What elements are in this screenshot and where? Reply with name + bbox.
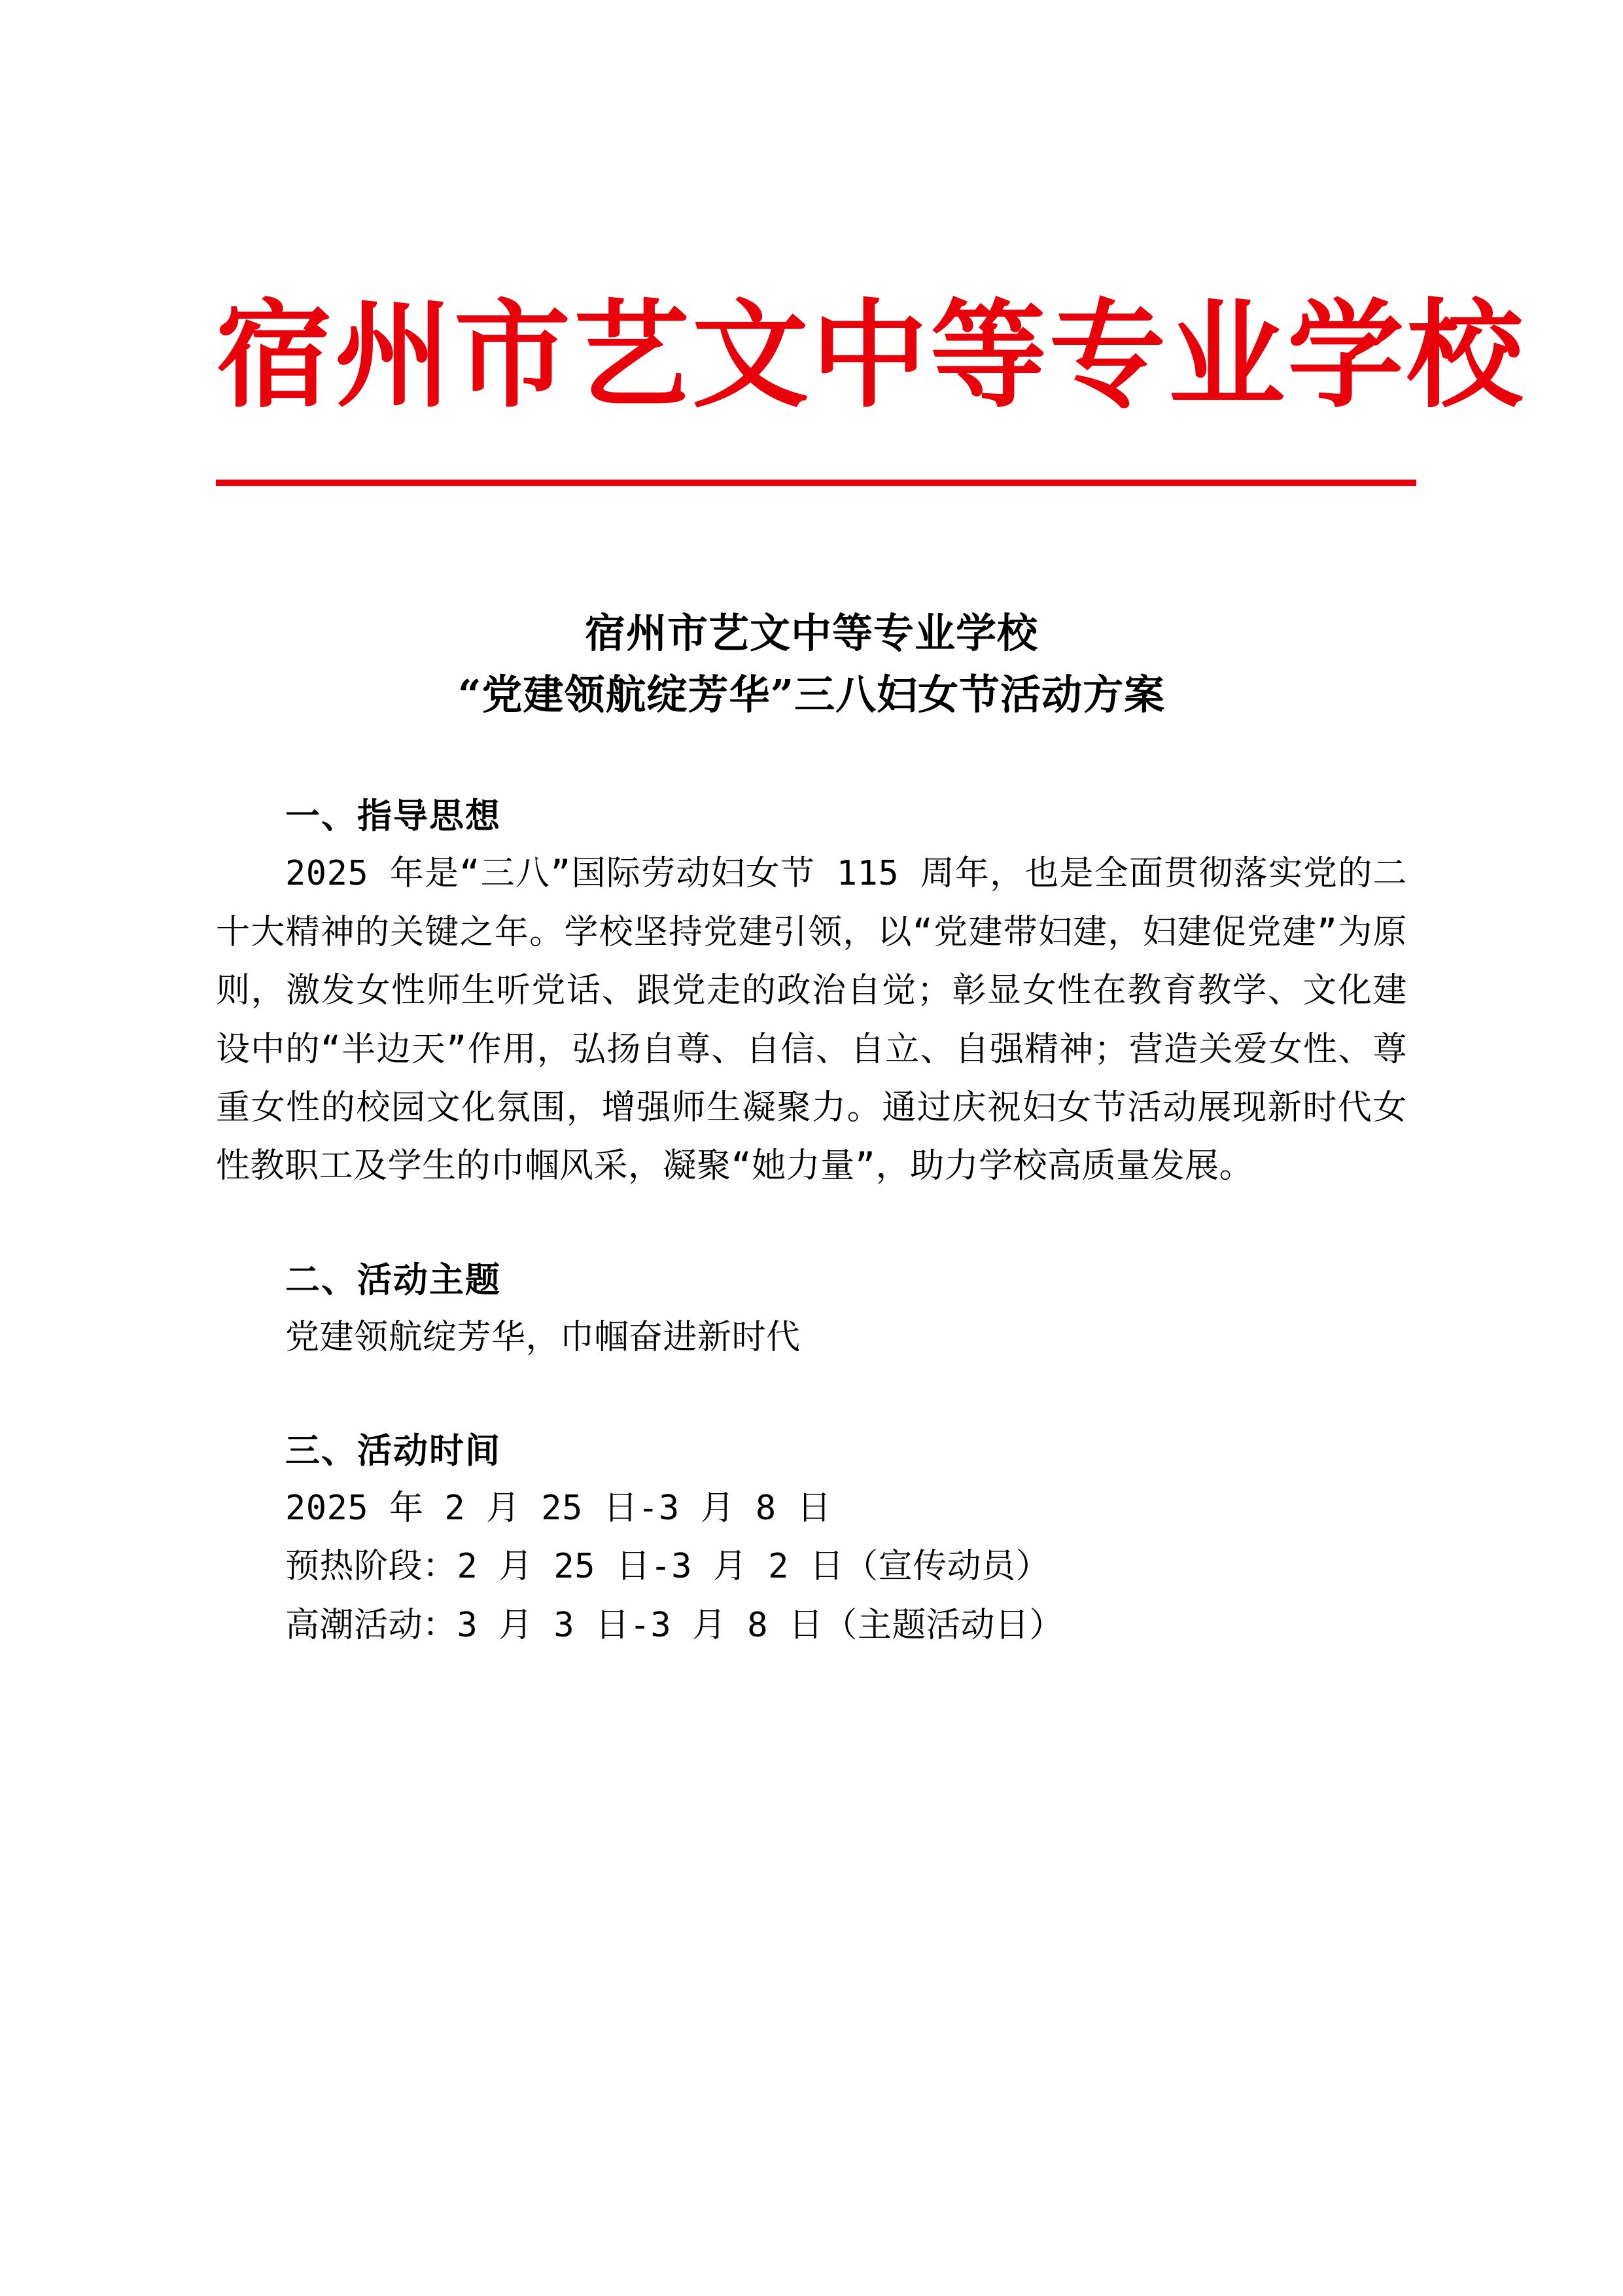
section-heading-1: 一、指导思想 (285, 796, 501, 837)
letterhead-divider (216, 480, 1416, 486)
section-3-paragraph-1: 2025 年 2 月 25 日-3 月 8 日 (285, 1489, 832, 1528)
section-heading-3: 三、活动时间 (285, 1431, 501, 1472)
document-body (216, 788, 1407, 1655)
section-spacer-1 (216, 1196, 1407, 1252)
page-title-line-1: 宿州市艺文中等专业学校 (584, 609, 1038, 657)
section-guiding-ideology (216, 788, 1407, 1195)
page-title-line-2: “党建领航绽芳华”三八妇女节活动方案 (457, 671, 1166, 719)
section-3-paragraph-3: 高潮活动：3 月 3 日-3 月 8 日（主题活动日） (285, 1605, 1064, 1645)
section-activity-time (216, 1423, 1407, 1655)
letterhead-school-name: 宿州市艺文中等专业学校 (216, 287, 1526, 423)
section-3-paragraph-2: 预热阶段：2 月 25 日-3 月 2 日（宣传动员） (285, 1547, 1051, 1587)
section-1-paragraph-1: 2025 年是“三八”国际劳动妇女节 115 周年，也是全面贯彻落实党的二十大精神的关键之年。学校坚持党建引领，以“党建带妇建，妇建促党建”为原则，激发女性师生听党话、跟党走的政治自觉；彰显女性在教育教学、文化建设中的“半边天”作用，弘扬自尊、自信、自立、自强精神；营造关爱女性、尊重女性的校园文化氛围，增强师生凝聚力。通过庆祝妇女节活动展现新时代女性教职工及学生的巾帼风采，凝聚“她力量”，助力学校高质量发展。 (216, 854, 1407, 1186)
section-2-paragraph-1: 党建领航绽芳华，巾帼奋进新时代 (285, 1317, 801, 1357)
section-heading-2: 二、活动主题 (285, 1260, 501, 1300)
letterhead (216, 0, 1526, 486)
section-spacer-2 (216, 1367, 1407, 1423)
section-activity-theme (216, 1252, 1407, 1367)
page-title (216, 603, 1407, 726)
